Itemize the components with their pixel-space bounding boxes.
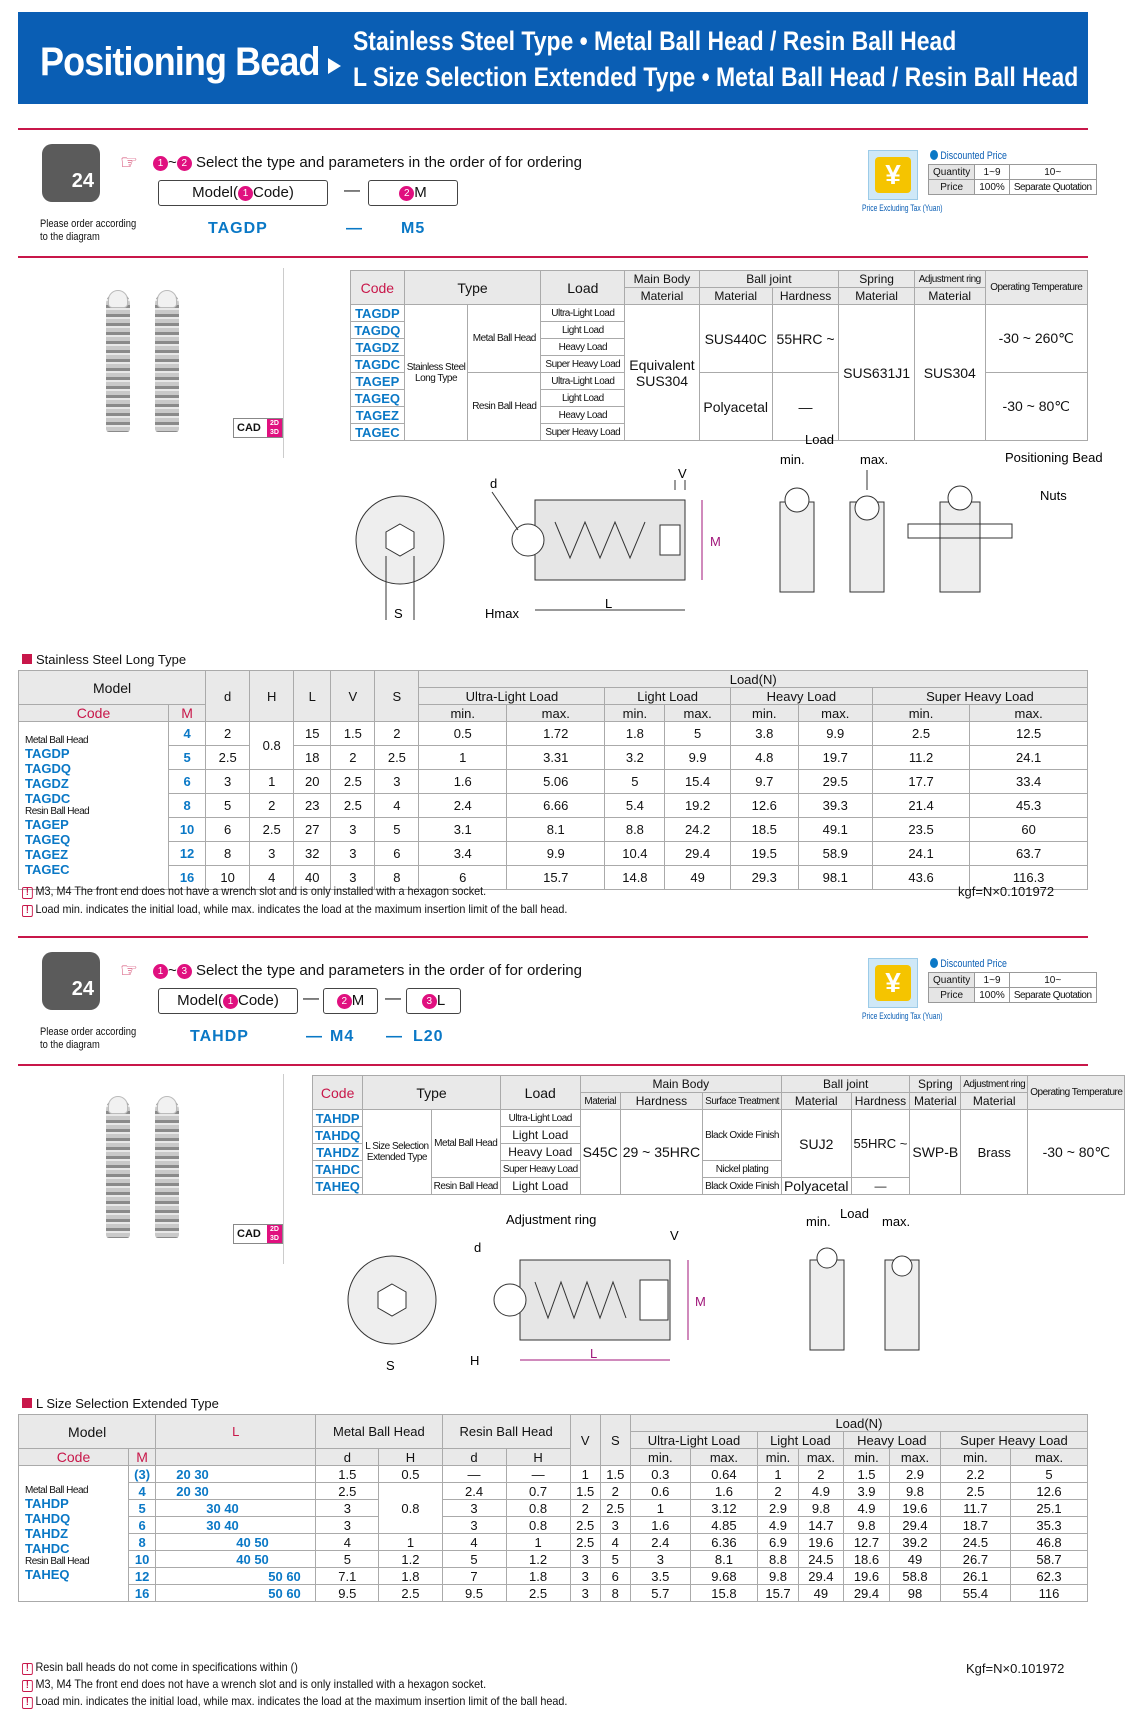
- example-dash: —: [346, 220, 363, 237]
- note-2: ! Load min. indicates the initial load, while max. indicates the load at the maximum insertion limit of the ball head.: [22, 902, 567, 917]
- svg-text:Load: Load: [805, 432, 834, 447]
- pointing-hand-icon: ☞: [120, 960, 138, 982]
- product-image-2: [18, 1074, 284, 1264]
- dimension-table-2: Model L Metal Ball Head Resin Ball Head V S Load(N) Ultra-Light Load Light Load Heavy Load Super Heavy Load Code M d H d H min. max. min. max. min. max. min. max. Metal Ball Head TAHDP TAHDQ TAHDZ TAHDC Resin Ball Head TAHEQ (3) 20 30 1.5 0.5 — — 1 1.5 0.3 0.64 1 2 1.5 2.9 2.2 5 4 20 30 2.5 0.8 2.4 0.7 1.5 2 0.6 1.6 2 4.9 3.9 9.8 2.5 12.6 5 30 40 3 3 0.8 2 2.5 1 3.12 2.9 9.8 4.9 19.6 11.7 25.1 6 30 40 3 3 0.8 2.5 3 1.6 4.85 4.9 14.7 9.8 29.4 18.7 35.3 8 40 50 4 1 4 1 2.5 4 2.4 6.36 6.9 19.6 12.7 39.2 24.5 46.8 10 40 50 5 1.2 5 1.2 3 5 3 8.1 8.8 24.5 18.6 49 26.7 58.7 12 50 60 7.1 1.8 7 1.8 3 6 3.5 9.68 9.8 29.4 19.6 58.8 26.1 62.3 16 50 60 9.5 2.5 9.5 2.5 3 8 5.7 15.8 15.7 49 29.4 98 55.4 116: [18, 1414, 1088, 1602]
- kgf-conversion: kgf=N×0.101972: [958, 884, 1055, 899]
- svg-text:Adjustment ring: Adjustment ring: [506, 1212, 597, 1227]
- spec-table-2: Code Type Load Main Body Ball joint Spring Adjustment ring Operating Temperature Material Hardness Surface Treatment Material Hardness Material Material TAHDP L Size Selection Extended Type Metal Ball Head Ultra-Light Load S45C 29 ~ 35HRC Black Oxide Finish SUJ2 55HRC ~ SWP-B Brass -30 ~ 80℃ TAHDQ Light Load TAHDZ Heavy Load TAHDC Super Heavy Load Nickel plating TAHEQ Resin Ball Head Light Load Black Oxide Finish Polyacetal —: [312, 1075, 1125, 1195]
- example-code: TAHDP: [190, 1028, 249, 1045]
- dim-v: V: [678, 466, 687, 481]
- example-dash: —: [386, 1028, 403, 1045]
- section-title-1: Stainless Steel Long Type: [22, 652, 186, 667]
- dimension-table-1: Model d H L V S Load(N) Ultra-Light Load Light Load Heavy Load Super Heavy Load Code M min. max. min. max. min. max. min. max. Metal Ball Head TAGDP TAGDQ TAGDZ TAGDC Resin Ball Head TAGEP TAGEQ TAGEZ TAGEC 4 2 0.8 15 1.5 2 0.5 1.72 1.8 5 3.8 9.9 2.5 12.5 5 2.5 18 2 2.5 1 3.31 3.2 9.9 4.8 19.7 11.2 24.1 6 3 1 20 2.5 3 1.6 5.06 5 15.4 9.7 29.5 17.7 33.4 8 5 2 23 2.5 4 2.4 6.66 5.4 19.2 12.6 39.3 21.4 45.3 10 6 2.5 27 3 5 3.1 8.1 8.8 24.2 18.5 49.1 23.5 60 12 8 3 32 3 6 3.4 9.9 10.4 29.4 19.5 58.9 24.1 63.7 16 10 4 40 3 8 6 15.7 14.8 49 29.3 98.1 43.6 116.3: [18, 670, 1088, 890]
- model-code-box: Model( 1 Code): [158, 180, 328, 206]
- separator-dash: —: [385, 990, 401, 1007]
- cad-badge[interactable]: CAD 2D 3D: [233, 1224, 283, 1244]
- svg-text:Nuts: Nuts: [1040, 488, 1067, 503]
- svg-text:Positioning Bead: Positioning Bead: [1005, 450, 1103, 465]
- dim-hmax: Hmax: [485, 606, 519, 621]
- page-header: [18, 12, 1088, 104]
- separator-dash: —: [303, 990, 319, 1007]
- example-m: M5: [401, 220, 426, 237]
- example-l: L20: [413, 1028, 444, 1045]
- dimension-diagram-2: [330, 1206, 970, 1380]
- note-1: ! M3, M4 The front end does not have a wrench slot and is only installed with a hexagon socket.: [22, 884, 486, 899]
- ordering-panel-2: 24 Please order according to the diagram ☞ 1 ~ 3 Select the type and parameters in the order of for ordering Model( 1 Code) — 2 M — 3 L TAHDP — M4 — L20 ¥ Price Excluding Tax (Yuan) Discounted Price Quantity 1~9 10~ Price 100% Separate Quotation: [18, 936, 1088, 1066]
- spec-table-1: Code Type Load Main Body Ball joint Spring Adjustment ring Operating Temperature Material Material Hardness Material Material TAGDP Stainless Steel Long Type Metal Ball Head Ultra-Light Load Equivalent SUS304 SUS440C 55HRC ~ SUS631J1 SUS304 -30 ~ 260℃ TAGDQ Light Load TAGDZ Heavy Load TAGDC Super Heavy Load TAGEP Resin Ball Head Ultra-Light Load Polyacetal — -30 ~ 80℃ TAGEQ Light Load TAGEZ Heavy Load TAGEC Super Heavy Load: [350, 270, 1088, 441]
- please-order-text: Please order according to the diagram: [40, 218, 137, 243]
- section-title-2: L Size Selection Extended Type: [22, 1396, 219, 1411]
- please-order-text: Please order according to the diagram: [40, 1026, 137, 1051]
- l-param-box: 3 L: [406, 988, 461, 1014]
- note-4: ! M3, M4 The front end does not have a wrench slot and is only installed with a hexagon socket.: [22, 1677, 486, 1692]
- svg-text:min.: min.: [780, 452, 805, 467]
- subtitle-line-1: Stainless Steel Type • Metal Ball Head / Resin Ball Head: [353, 26, 957, 56]
- svg-text:S: S: [386, 1358, 395, 1373]
- svg-text:H: H: [470, 1353, 480, 1368]
- dim-d: d: [490, 476, 498, 491]
- cad-badge[interactable]: CAD 2D 3D: [233, 418, 283, 438]
- separator-dash: —: [344, 182, 360, 199]
- dim-s: S: [394, 606, 403, 621]
- svg-text:max.: max.: [860, 452, 889, 467]
- svg-text:max.: max.: [882, 1214, 911, 1229]
- model-code-box: Model( 1 Code): [158, 988, 298, 1014]
- page-title: Positioning Bead: [40, 40, 320, 84]
- svg-text:L: L: [590, 1346, 598, 1361]
- example-m: M4: [330, 1028, 355, 1045]
- phone-icon: 24: [42, 144, 100, 202]
- yen-icon: ¥: [868, 150, 918, 200]
- svg-text:Load: Load: [840, 1206, 869, 1221]
- dim-m: M: [710, 534, 721, 549]
- yen-icon: ¥: [868, 958, 918, 1008]
- note-5: ! Load min. indicates the initial load, while max. indicates the load at the maximum insertion limit of the ball head.: [22, 1694, 567, 1709]
- example-dash: —: [306, 1028, 323, 1045]
- product-image-1: [18, 268, 284, 458]
- ordering-instruction: 1 ~ 2 Select the type and parameters in the order of for ordering: [153, 154, 582, 171]
- dimension-diagram-1: [340, 432, 1103, 630]
- note-3: ! Resin ball heads do not come in specifications within (): [22, 1660, 298, 1675]
- phone-icon: 24: [42, 952, 100, 1010]
- ordering-instruction: 1 ~ 3 Select the type and parameters in the order of for ordering: [153, 962, 582, 979]
- svg-text:M: M: [695, 1294, 706, 1309]
- ordering-panel-1: 24 Please order according to the diagram ☞ 1 ~ 2 Select the type and parameters in the order of for ordering Model( 1 Code) — 2 M TAGDP — M5 ¥ Price Excluding Tax (Yuan) Discounted Price Quantity 1~9 10~ Price 100% Separate Quotation: [18, 128, 1088, 258]
- arrow-right-icon: [328, 58, 341, 74]
- m-param-box: 2 M: [323, 988, 378, 1014]
- m-param-box: 2 M: [368, 180, 458, 206]
- svg-text:min.: min.: [806, 1214, 831, 1229]
- example-code: TAGDP: [208, 220, 268, 237]
- pointing-hand-icon: ☞: [120, 152, 138, 174]
- subtitle-line-2: L Size Selection Extended Type • Metal Ball Head / Resin Ball Head: [353, 62, 1079, 92]
- svg-text:V: V: [670, 1228, 679, 1243]
- dim-l: L: [605, 596, 613, 611]
- svg-text:d: d: [474, 1240, 482, 1255]
- kgf-conversion: Kgf=N×0.101972: [966, 1661, 1065, 1676]
